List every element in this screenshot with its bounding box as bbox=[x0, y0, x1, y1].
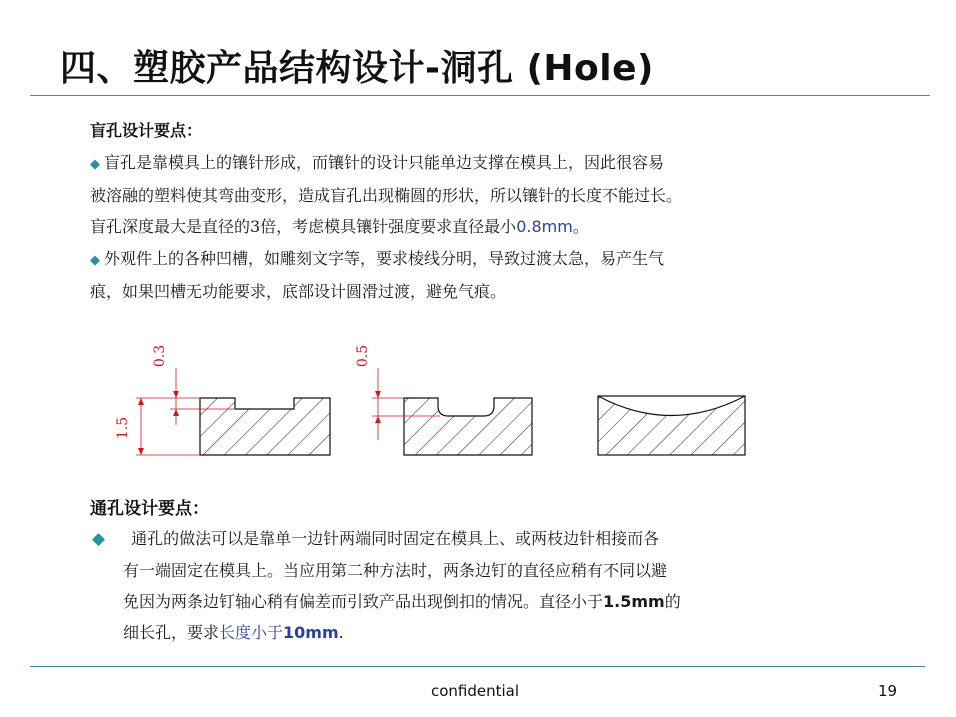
through-hole-line-4: 细长孔，要求 bbox=[123, 623, 220, 642]
through-hole-line-1: 通孔的做法可以是靠单一边针两端同时固定在模具上、或两枝边针相接而各 bbox=[131, 529, 660, 548]
diamond-bullet-icon: ◆ bbox=[90, 253, 100, 268]
rounded-groove-figure bbox=[372, 368, 532, 455]
max-length-value: 10mm bbox=[283, 623, 339, 642]
through-hole-line-4-end: . bbox=[338, 623, 344, 642]
groove-line-2: 痕，如果凹槽无功能要求，底部设计圆滑过渡，避免气痕。 bbox=[90, 282, 507, 301]
diamond-bullet-icon: ◆ bbox=[90, 157, 100, 172]
blind-hole-line-3: 盲孔深度最大是直径的3倍，考虑模具镶针强度要求直径最小 bbox=[90, 217, 517, 236]
blind-hole-line-1: 盲孔是靠模具上的镶针形成，而镶针的设计只能单边支撑在模具上，因此很容易 bbox=[104, 153, 665, 172]
smooth-groove-figure bbox=[598, 396, 745, 455]
blind-hole-line-2: 被溶融的塑料使其弯曲变形，造成盲孔出现椭圆的形状，所以镶针的长度不能过长。 bbox=[90, 186, 683, 205]
through-hole-bullet bbox=[92, 523, 882, 648]
page-number: 19 bbox=[878, 682, 898, 700]
footer-divider bbox=[30, 666, 925, 667]
through-hole-line-3: 免因为两条边钉轴心稍有偏差而引致产品出现倒扣的情况。直径小于 bbox=[123, 592, 604, 611]
footer-confidential: confidential bbox=[431, 682, 520, 700]
through-hole-line-3-end: 的 bbox=[664, 592, 681, 611]
dim-label-wall-thickness: 1.5 bbox=[115, 416, 131, 440]
through-hole-line-2: 有一端固定在模具上。当应用第二种方法时，两条边钉的直径应稍有不同以避 bbox=[123, 561, 668, 580]
diameter-threshold-value: 1.5mm bbox=[603, 592, 665, 611]
blind-hole-heading: 盲孔设计要点： bbox=[90, 121, 203, 140]
diamond-bullet-icon: ◆ bbox=[92, 529, 106, 549]
min-diameter-value: 0.8mm bbox=[516, 217, 573, 236]
blind-hole-line-3-end: 。 bbox=[572, 217, 589, 236]
groove-line-1: 外观件上的各种凹槽，如雕刻文字等，要求棱线分明，导致过渡太急，易产生气 bbox=[104, 249, 665, 268]
length-requirement: 长度小于 bbox=[219, 623, 284, 642]
through-hole-heading: 通孔设计要点： bbox=[90, 499, 209, 519]
sharp-groove-figure bbox=[136, 368, 330, 455]
slide-title: 四、塑胶产品结构设计-洞孔 (Hole) bbox=[60, 48, 654, 89]
dim-label-groove-depth-2: 0.5 bbox=[355, 344, 371, 368]
dim-label-groove-depth-1: 0.3 bbox=[152, 344, 168, 368]
